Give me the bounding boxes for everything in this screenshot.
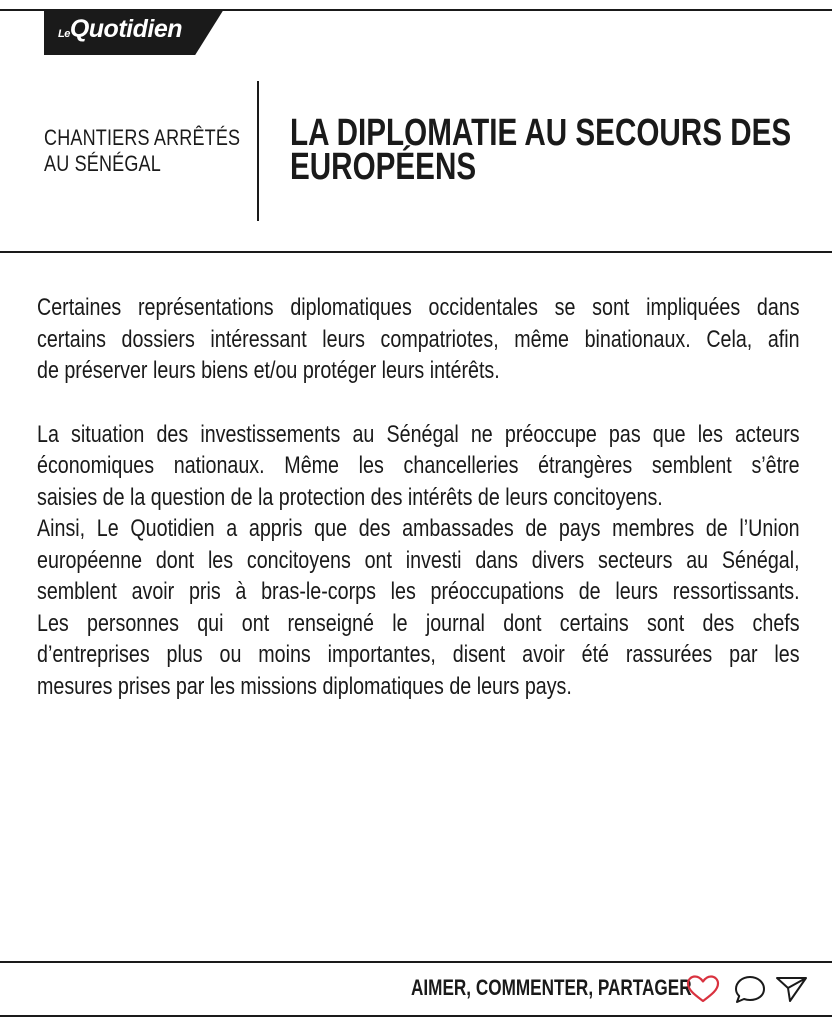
body-line: semblent avoir pris à bras-le-corps les préoccupations de leurs ressortissants. [37, 578, 800, 605]
send-icon[interactable] [775, 974, 809, 1004]
headline-line: EUROPÉENS [290, 146, 477, 188]
kicker [44, 125, 241, 177]
body-line: d’entreprises plus ou moins importantes, disent avoir été rassurées par les [37, 641, 800, 668]
brand-logo [58, 15, 182, 44]
share-label: AIMER, COMMENTER, PARTAGER [411, 975, 692, 1000]
kicker-line: CHANTIERS ARRÊTÉS [44, 125, 241, 150]
article-body [37, 292, 800, 702]
body-line: certains dossiers intéressant leurs compatriotes, même binationaux. Cela, afin [37, 325, 800, 353]
body-line: Ainsi, Le Quotidien a appris que des ambassades de pays membres de l’Union [37, 515, 800, 542]
body-line: Les personnes qui ont renseigné le journal dont certains sont des chefs [37, 609, 800, 637]
footer-top-divider [0, 961, 832, 963]
brand-prefix: Le [58, 28, 70, 40]
headline-line: LA DIPLOMATIE AU SECOURS DES [290, 112, 792, 154]
headline [290, 112, 792, 188]
body-line: économiques nationaux. Même les chancelleries étrangères semblent s’être [37, 452, 800, 479]
header-divider [0, 251, 832, 253]
body-line: de préserver leurs biens et/ou protéger leurs intérêts. [37, 357, 500, 384]
body-line: Certaines représentations diplomatiques occidentales se sont impliquées dans [37, 294, 800, 321]
header-vertical-divider [257, 81, 259, 221]
comment-icon[interactable] [733, 974, 767, 1004]
body-line: saisies de la question de la protection des intérêts de leurs concitoyens. [37, 483, 663, 511]
heart-icon[interactable] [686, 974, 720, 1004]
body-line: La situation des investissements au Sénégal ne préoccupe pas que les acteurs [37, 420, 800, 448]
body-line: mesures prises par les missions diplomatiques de leurs pays. [37, 672, 572, 700]
kicker-line: AU SÉNÉGAL [44, 151, 161, 176]
brand-name: Quotidien [69, 15, 182, 43]
body-line: européenne dont les concitoyens ont investi dans divers secteurs au Sénégal, [37, 546, 800, 574]
paragraph-gap [37, 387, 800, 419]
footer-bottom-divider [0, 1015, 832, 1017]
